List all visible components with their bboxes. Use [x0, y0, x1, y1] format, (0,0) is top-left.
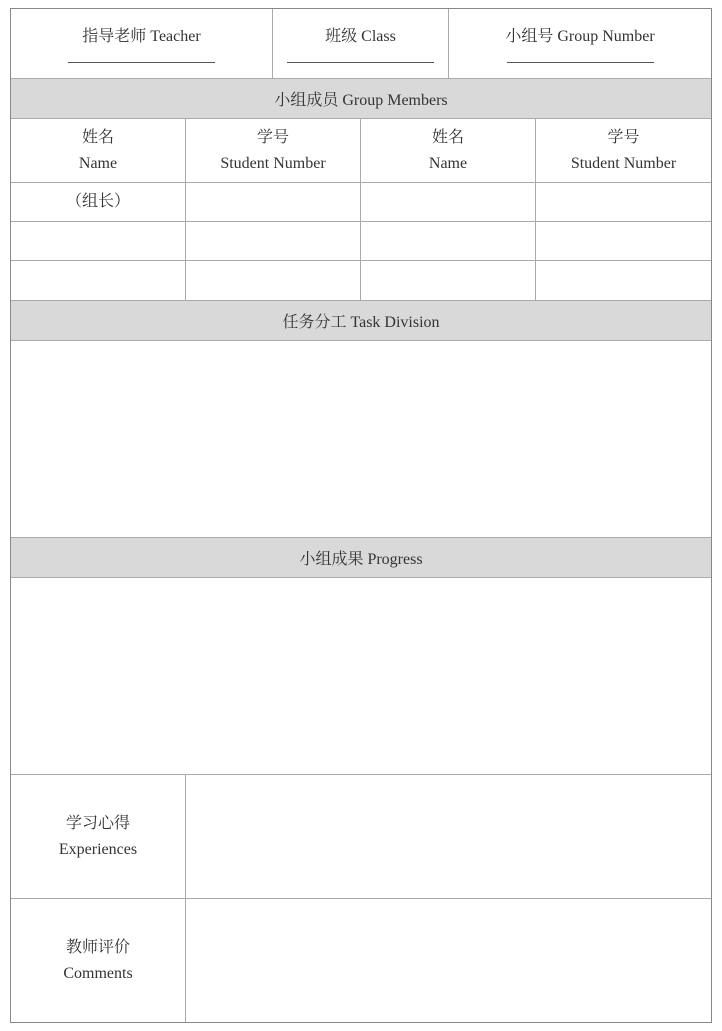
- member-row: [11, 183, 711, 222]
- experiences-label: [11, 775, 186, 898]
- comments-field[interactable]: [186, 899, 711, 1022]
- student-number-en: Student Number: [570, 154, 677, 172]
- comments-label: [11, 899, 186, 1022]
- progress-title: 小组成果 Progress: [11, 538, 711, 578]
- name-header: [11, 119, 186, 182]
- teacher-label: 指导老师 Teacher: [82, 28, 201, 45]
- teacher-field[interactable]: [11, 9, 273, 78]
- name-en: Name: [78, 154, 118, 172]
- cell[interactable]: [536, 222, 711, 260]
- teacher-line: [68, 62, 215, 63]
- comments-row: [11, 899, 711, 1022]
- cell[interactable]: [11, 261, 186, 300]
- name-cn: 姓名: [431, 128, 464, 146]
- members-title: 小组成员 Group Members: [11, 79, 711, 119]
- group-form: [10, 8, 712, 1023]
- group-number-label: 小组号 Group Number: [505, 28, 655, 45]
- cell[interactable]: [186, 222, 361, 260]
- student-number-header: [186, 119, 361, 182]
- header-row: [11, 9, 711, 79]
- student-number-cn: 学号: [607, 128, 640, 146]
- name-en: Name: [428, 154, 468, 172]
- cell[interactable]: [361, 183, 536, 221]
- experiences-row: [11, 775, 711, 899]
- com-en: Comments: [63, 964, 133, 982]
- member-header-row: [11, 119, 711, 183]
- exp-cn: 学习心得: [65, 814, 130, 832]
- group-number-line: [507, 62, 654, 63]
- student-number-cn: 学号: [256, 128, 289, 146]
- task-title: 任务分工 Task Division: [11, 301, 711, 341]
- cell[interactable]: [11, 222, 186, 260]
- cell[interactable]: [186, 183, 361, 221]
- task-area[interactable]: [11, 341, 711, 538]
- cell[interactable]: [536, 261, 711, 300]
- leader-label: （组长）: [65, 193, 130, 210]
- exp-en: Experiences: [58, 840, 138, 858]
- member-row: [11, 222, 711, 261]
- experiences-field[interactable]: [186, 775, 711, 898]
- member-row: [11, 261, 711, 301]
- group-number-field[interactable]: [449, 9, 711, 78]
- cell[interactable]: [361, 222, 536, 260]
- student-number-header: [536, 119, 711, 182]
- cell[interactable]: [186, 261, 361, 300]
- leader-cell[interactable]: [11, 183, 186, 221]
- cell[interactable]: [361, 261, 536, 300]
- name-cn: 姓名: [81, 128, 114, 146]
- com-cn: 教师评价: [65, 938, 130, 956]
- class-label: 班级 Class: [325, 28, 396, 45]
- class-field[interactable]: [273, 9, 449, 78]
- cell[interactable]: [536, 183, 711, 221]
- progress-area[interactable]: [11, 578, 711, 775]
- student-number-en: Student Number: [220, 154, 326, 172]
- name-header: [361, 119, 536, 182]
- class-line: [287, 62, 434, 63]
